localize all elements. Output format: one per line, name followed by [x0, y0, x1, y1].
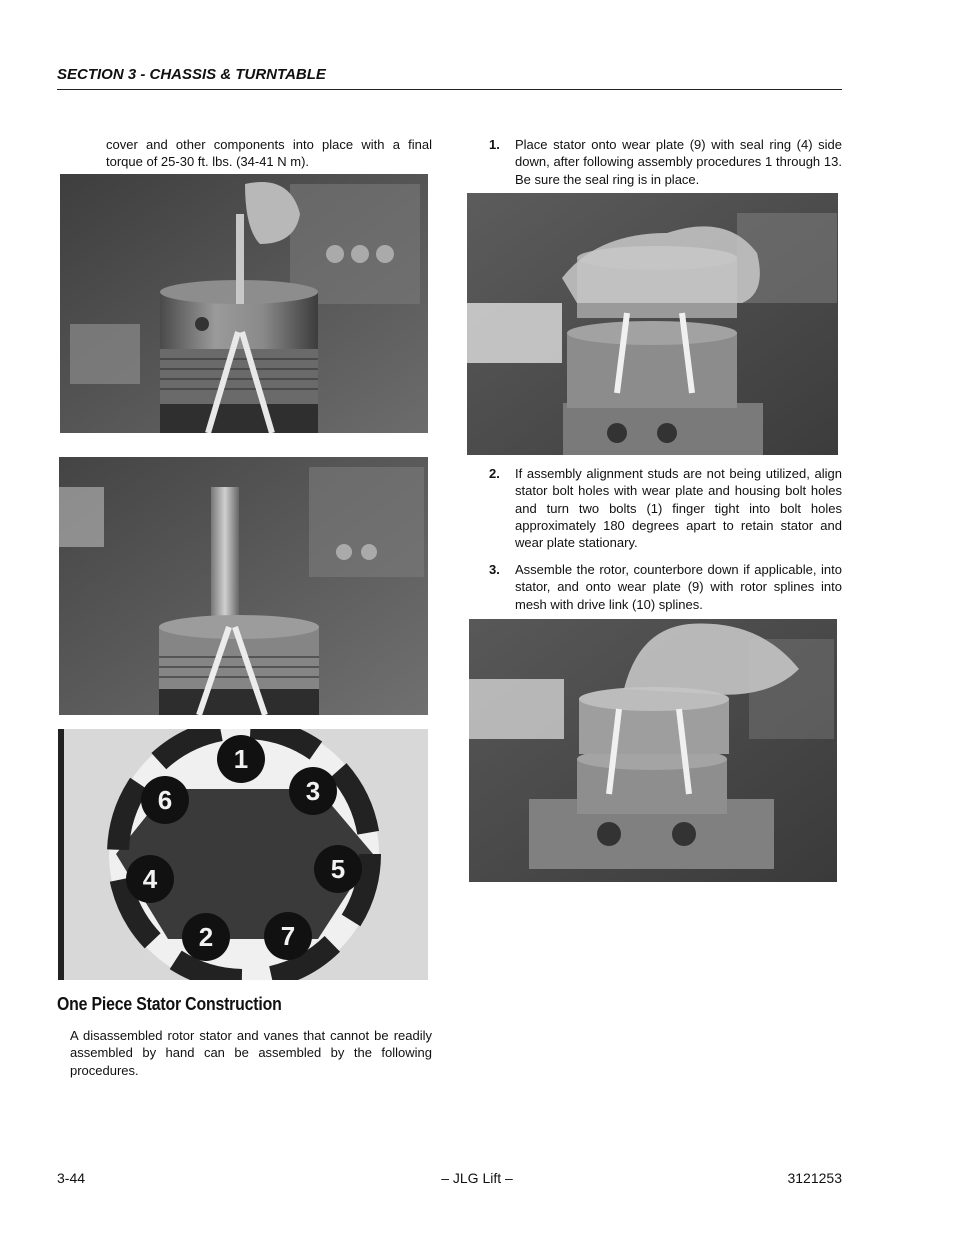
step-number: 2. — [489, 466, 500, 481]
section-heading: One Piece Stator Construction — [57, 994, 282, 1014]
footer-publisher: – JLG Lift – — [441, 1170, 513, 1186]
photo-shaft-installed — [59, 457, 428, 715]
step-1 — [489, 136, 842, 188]
page-number: 3-44 — [57, 1170, 86, 1186]
step-number: 1. — [489, 137, 500, 152]
document-number: 3121253 — [787, 1170, 842, 1186]
photo-rotor-assembly — [469, 619, 837, 882]
photo-stator-placement — [467, 193, 838, 455]
header-divider — [57, 89, 842, 90]
intro-paragraph: cover and other components into place with a final torque of 25-30 ft. lbs. (34-41 N m). — [106, 137, 432, 170]
photo-bolt-torque — [60, 174, 428, 433]
stator-number-6: 6 — [157, 785, 173, 815]
stator-number-4: 4 — [142, 864, 158, 894]
step-2 — [489, 465, 842, 551]
stator-number-5: 5 — [330, 854, 346, 884]
step-text: Assemble the rotor, counterbore down if applicable, into stator, and onto wear plate (9) with rotor splines into mesh with drive link (10) splines. — [515, 562, 842, 612]
step-text: If assembly alignment studs are not being utilized, align stator bolt holes with wear plate and housing bolt holes and turn two bolts (1) finger tight into bolt holes approximately 180 degrees apart to retain stator and wear plate stationary. — [515, 466, 842, 551]
stator-number-3: 3 — [305, 776, 321, 806]
body-paragraph: A disassembled rotor stator and vanes that cannot be readily assembled by hand can be assembled by the following procedures. — [70, 1028, 432, 1078]
step-3 — [489, 561, 842, 613]
stator-number-7: 7 — [280, 921, 296, 951]
section-title: SECTION 3 - CHASSIS & TURNTABLE — [57, 66, 326, 83]
step-number: 3. — [489, 562, 500, 577]
stator-bolt-sequence-diagram — [58, 729, 428, 980]
stator-number-1: 1 — [233, 744, 249, 774]
stator-number-2: 2 — [198, 922, 214, 952]
step-text: Place stator onto wear plate (9) with seal ring (4) side down, after following assembly procedures 1 through 13. Be sure the seal ring is in place. — [515, 137, 842, 187]
